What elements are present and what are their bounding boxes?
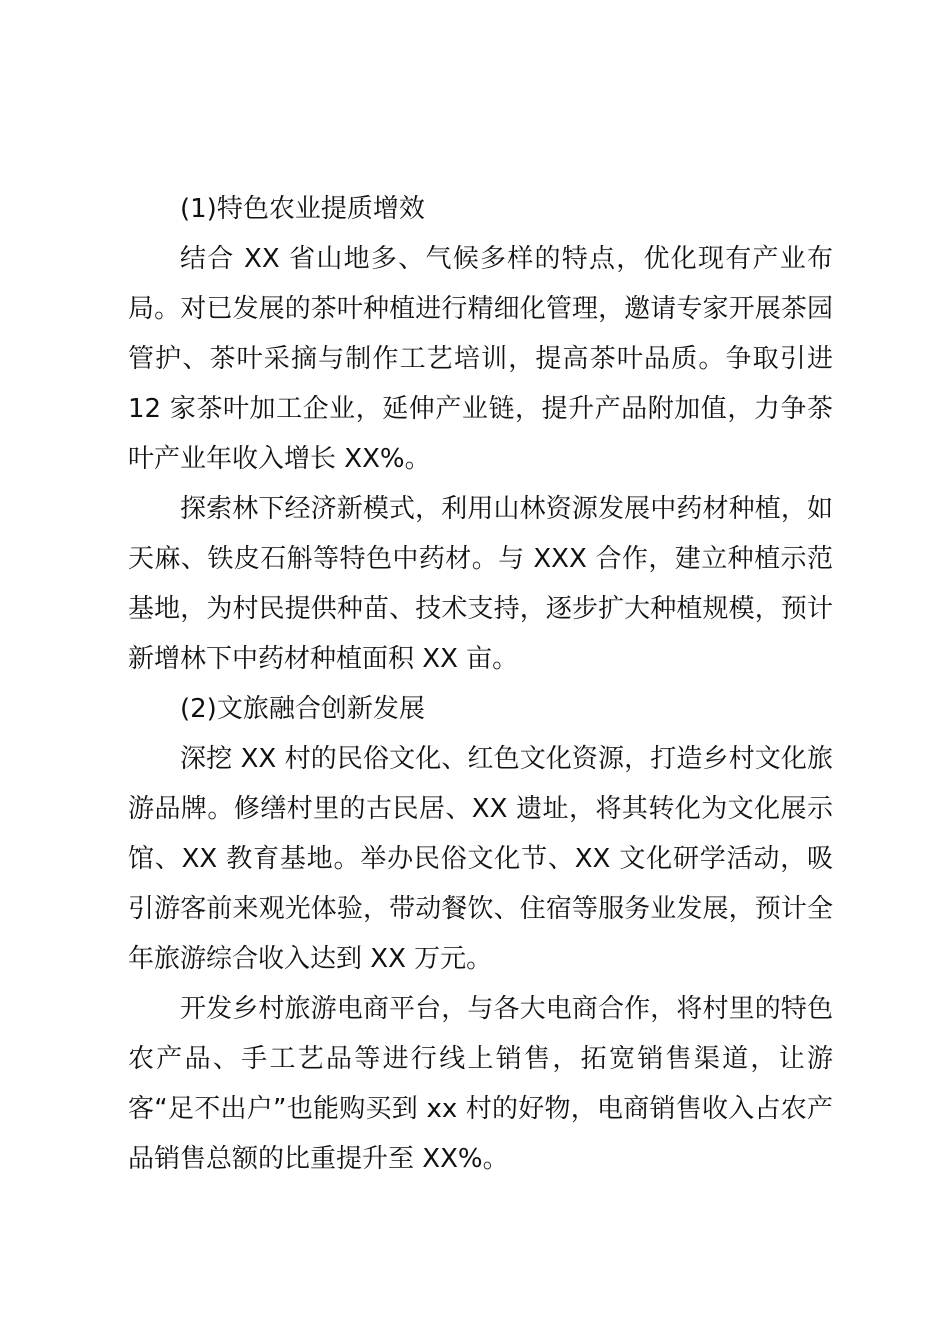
- document-body: [128, 184, 833, 1184]
- paragraph-ecommerce: 开发乡村旅游电商平台，与各大电商合作，将村里的特色农产品、手工艺品等进行线上销售，拓宽销售渠道，让游客“足不出户”也能购买到 xx 村的好物，电商销售收入占农产品销售总额的比重提升至 XX%。: [128, 994, 833, 1174]
- section-heading-1: (1)特色农业提质增效: [180, 194, 425, 224]
- paragraph-tea-industry: 结合 XX 省山地多、气候多样的特点，优化现有产业布局。对已发展的茶叶种植进行精细化管理，邀请专家开展茶园管护、茶叶采摘与制作工艺培训，提高茶叶品质。争取引进 12 家茶叶加工企业，延伸产业链，提升产品附加值，力争茶叶产业年收入增长 XX%。: [128, 244, 833, 474]
- paragraph-cultural-tourism: 深挖 XX 村的民俗文化、红色文化资源，打造乡村文化旅游品牌。修缮村里的古民居、XX 遗址，将其转化为文化展示馆、XX 教育基地。举办民俗文化节、XX 文化研学活动，吸引游客前来观光体验，带动餐饮、住宿等服务业发展，预计全年旅游综合收入达到 XX 万元。: [128, 744, 833, 974]
- section-heading-2: (2)文旅融合创新发展: [180, 694, 425, 724]
- paragraph-forest-economy: 探索林下经济新模式，利用山林资源发展中药材种植，如天麻、铁皮石斛等特色中药材。与 XXX 合作，建立种植示范基地，为村民提供种苗、技术支持，逐步扩大种植规模，预计新增林下中药材种植面积 XX 亩。: [128, 494, 833, 674]
